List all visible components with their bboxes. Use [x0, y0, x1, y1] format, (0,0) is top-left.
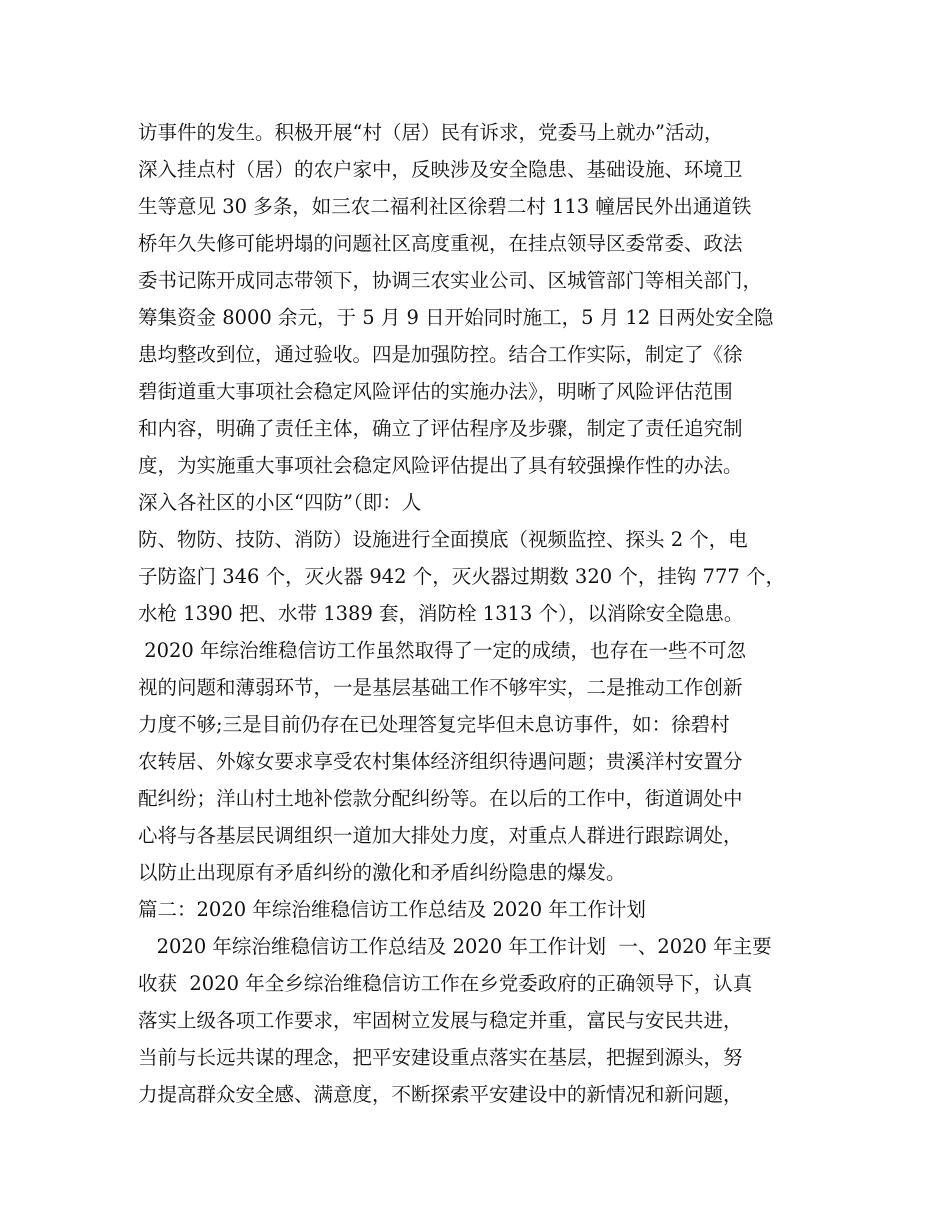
text-line: 心将与各基层民调组织一道加大排处力度，对重点人群进行跟踪调处，: [138, 824, 743, 847]
text-line: 力度不够;三是目前仍存在已处理答复完毕但未息访事件，如：徐碧村: [138, 713, 730, 736]
section-heading: 篇二：2020 年综治维稳信访工作总结及 2020 年工作计划: [138, 898, 646, 921]
text-line: 深入挂点村（居）的农户家中，反映涉及安全隐患、基础设施、环境卫: [138, 158, 743, 181]
text-line: 当前与长远共谋的理念，把平安建设重点落实在基层，把握到源头，努: [138, 1046, 743, 1069]
text-line: 深入各社区的小区“四防”（即：人: [138, 491, 422, 514]
text-line: 2020 年综治维稳信访工作虽然取得了一定的成绩，也存在一些不可忽: [138, 639, 747, 662]
text-line: 视的问题和薄弱环节，一是基层基础工作不够牢实，二是推动工作创新: [138, 676, 743, 699]
text-line: 落实上级各项工作要求，牢固树立发展与稳定并重，富民与安民共进，: [138, 1009, 743, 1032]
text-line: 防、物防、技防、消防）设施进行全面摸底（视频监控、探头 2 个，电: [138, 528, 748, 551]
text-line: 2020 年综治维稳信访工作总结及 2020 年工作计划 一、2020 年主要: [138, 935, 772, 958]
text-line: 农转居、外嫁女要求享受农村集体经济组织待遇问题；贵溪洋村安置分: [138, 750, 743, 773]
text-line: 碧街道重大事项社会稳定风险评估的实施办法》，明晰了风险评估范围: [138, 380, 733, 403]
text-line: 和内容，明确了责任主体，确立了评估程序及步骤，制定了责任追究制: [138, 417, 743, 440]
text-line: 桥年久失修可能坍塌的问题社区高度重视，在挂点领导区委常委、政法: [138, 232, 743, 255]
text-line: 访事件的发生。积极开展“村（居）民有诉求，党委马上就办”活动，: [138, 121, 724, 144]
text-line: 度，为实施重大事项社会稳定风险评估提出了具有较强操作性的办法。: [138, 454, 743, 477]
text-line: 患均整改到位，通过验收。四是加强防控。结合工作实际，制定了《徐: [138, 343, 743, 366]
text-line: 子防盗门 346 个，灭火器 942 个，灭火器过期数 320 个，挂钩 777 个，: [138, 565, 785, 588]
text-line: 生等意见 30 多条，如三农二福利社区徐碧二村 113 幢居民外出通道铁: [138, 195, 752, 218]
body-text: [138, 114, 828, 1113]
text-line: 筹集资金 8000 余元，于 5 月 9 日开始同时施工，5 月 12 日两处安全隐: [138, 306, 774, 329]
text-line: 力提高群众安全感、满意度，不断探索平安建设中的新情况和新问题，: [138, 1083, 743, 1106]
text-line: 水枪 1390 把、水带 1389 套，消防栓 1313 个），以消除安全隐患。: [138, 602, 744, 625]
text-line: 收获 2020 年全乡综治维稳信访工作在乡党委政府的正确领导下，认真: [138, 972, 753, 995]
text-line: 委书记陈开成同志带领下，协调三农实业公司、区城管部门等相关部门，: [138, 269, 763, 292]
text-line: 配纠纷；洋山村土地补偿款分配纠纷等。在以后的工作中，街道调处中: [138, 787, 743, 810]
text-line: 以防止出现原有矛盾纠纷的激化和矛盾纠纷隐患的爆发。: [138, 861, 626, 884]
